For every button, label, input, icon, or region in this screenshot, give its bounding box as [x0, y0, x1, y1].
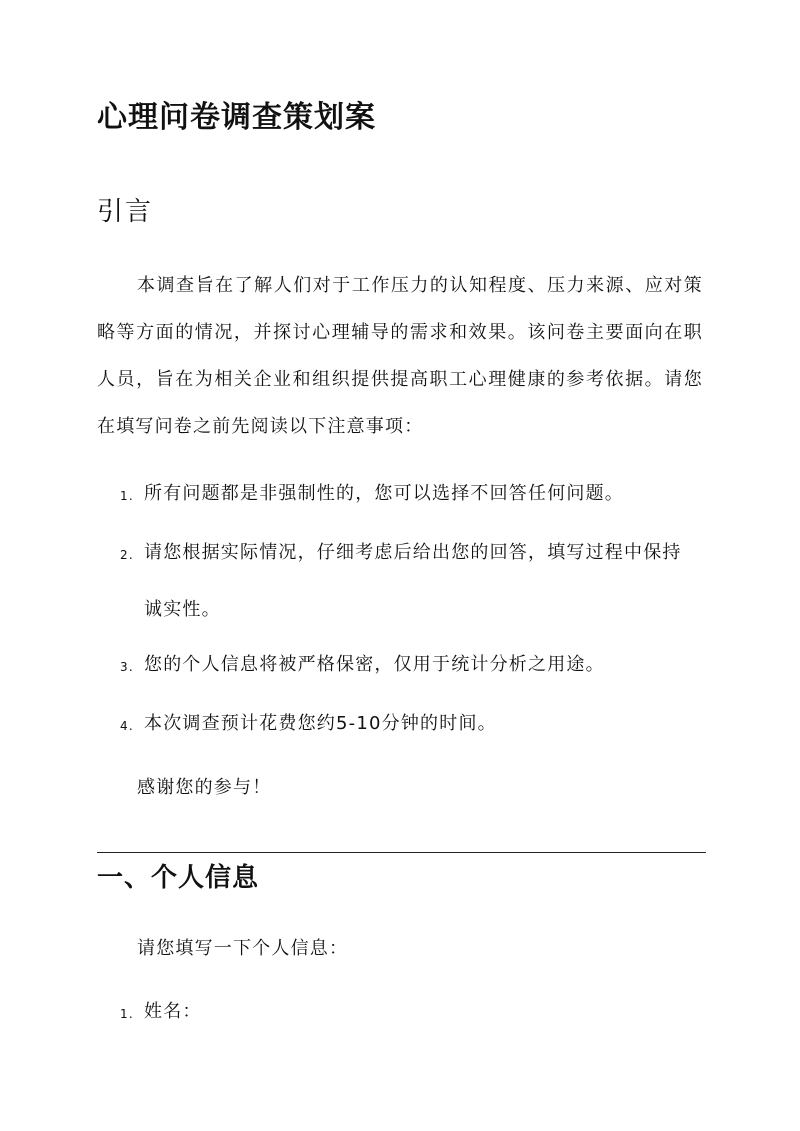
note-text: 请您根据实际情况，仔细考虑后给出您的回答，填写过程中保持诚实性。	[144, 542, 682, 620]
document-title: 心理问卷调查策划案	[97, 100, 376, 135]
note-text: 本次调查预计花费您约5-10分钟的时间。	[144, 713, 497, 734]
note-text: 所有问题都是非强制性的，您可以选择不回答任何问题。	[144, 483, 624, 504]
note-item-4	[120, 695, 710, 752]
intro-heading: 引言	[97, 197, 154, 227]
note-text: 您的个人信息将被严格保密，仅用于统计分析之用途。	[144, 654, 605, 675]
note-number: 4.	[120, 719, 134, 733]
note-item-1	[120, 465, 710, 522]
note-item-2	[120, 524, 710, 638]
note-number: 1.	[120, 489, 134, 503]
field-item-name	[120, 983, 710, 1040]
section-divider	[97, 852, 706, 853]
note-number: 2.	[120, 548, 134, 562]
personal-info-prompt: 请您填写一下个人信息：	[137, 938, 349, 959]
field-number: 1.	[120, 1007, 134, 1021]
field-label-name: 姓名：	[144, 1001, 202, 1022]
section1-heading: 一、个人信息	[97, 863, 260, 893]
note-number: 3.	[120, 660, 134, 674]
thanks-text: 感谢您的参与！	[137, 777, 272, 798]
intro-paragraph: 本调查旨在了解人们对于工作压力的认知程度、压力来源、应对策略等方面的情况，并探讨心理辅导的需求和效果。该问卷主要面向在职人员，旨在为相关企业和组织提供提高职工心理健康的参考依据。请您在填写问卷之前先阅读以下注意事项：	[97, 275, 703, 437]
note-item-3	[120, 636, 710, 693]
